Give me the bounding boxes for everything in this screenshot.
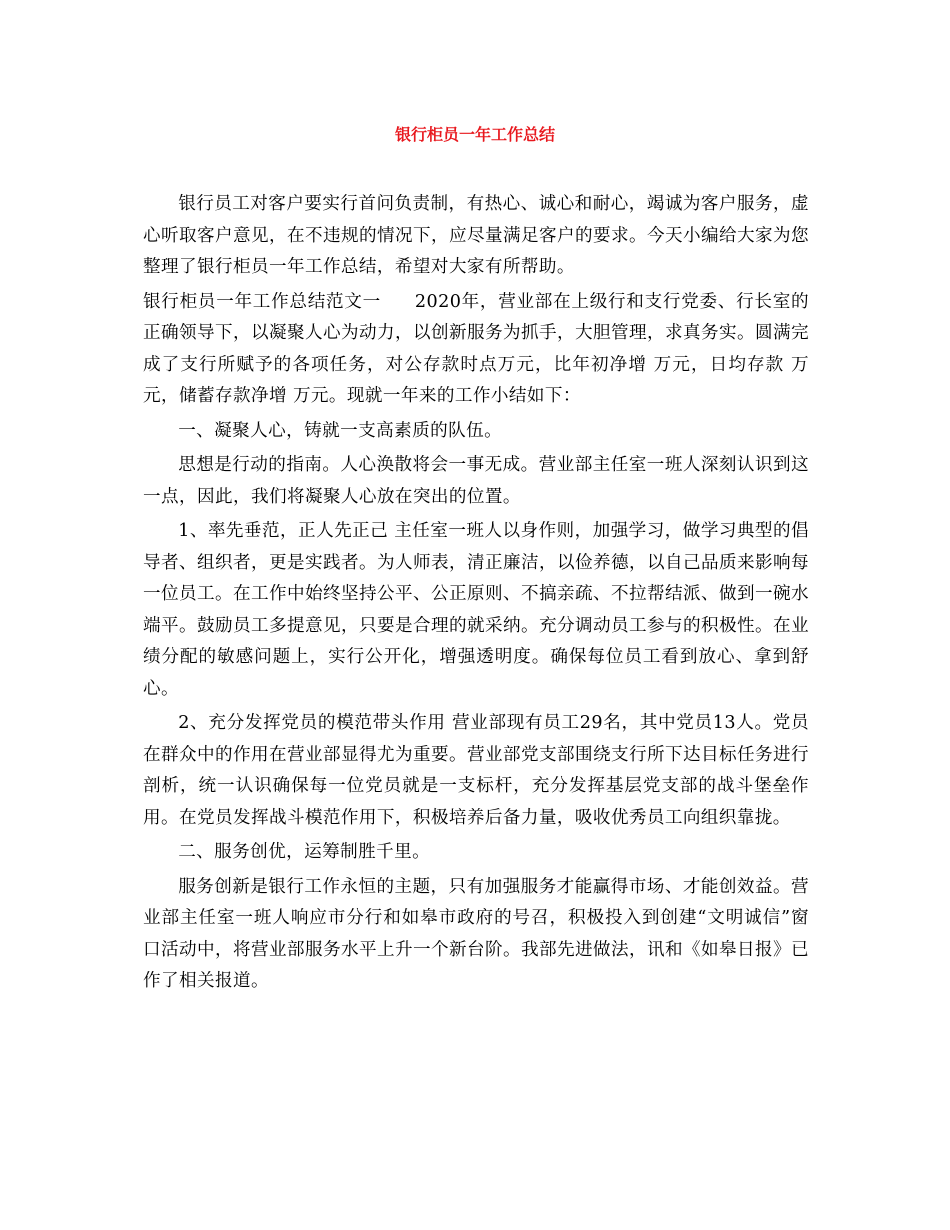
paragraph-item-one: 1、率先垂范，正人先正己 主任室一班人以身作则，加强学习，做学习典型的倡导者、组织者，更是实践者。为人师表，清正廉洁，以俭养德，以自己品质来影响每一位员工。在工作中始终坚持公平、公正原则、不搞亲疏、不拉帮结派、做到一碗水端平。鼓励员工多提意见，只要是合理的就采纳。充分调动员工参与的积极性。在业绩分配的敏感问题上，实行公开化，增强透明度。确保每位员工看到放心、拿到舒心。 bbox=[143, 521, 809, 699]
paragraph-service: 服务创新是银行工作永恒的主题，只有加强服务才能赢得市场、才能创效益。营业部主任室一班人响应市分行和如皋市政府的号召，积极投入到创建“文明诚信”窗口活动中，将营业部服务水平上升一个新台阶。我部先进做法，讯和《如皋日报》已作了相关报道。 bbox=[143, 876, 809, 991]
paragraph-sample-one bbox=[143, 287, 809, 413]
sample-text: 2020年，营业部在上级行和支行党委、行长室的正确领导下，以凝聚人心为动力，以创新服务为抓手，大胆管理，求真务实。圆满完成了支行所赋予的各项任务，对公存款时点万元，比年初净增 万元，日均存款 万元，储蓄存款净增 万元。现就一年来的工作小结如下： bbox=[143, 291, 810, 406]
document-title: 银行柜员一年工作总结 bbox=[394, 125, 555, 144]
document-body bbox=[143, 189, 809, 1001]
paragraph-item-two: 2、充分发挥党员的模范带头作用 营业部现有员工29名，其中党员13人。党员在群众中的作用在营业部显得尤为重要。营业部党支部围绕支行所下达目标任务进行剖析，统一认识确保每一位党员就是一支标杆，充分发挥基层党支部的战斗堡垒作用。在党员发挥战斗模范作用下，积极培养后备力量，吸收优秀员工向组织靠拢。 bbox=[143, 713, 809, 828]
section-heading-one: 一、凝聚人心，铸就一支高素质的队伍。 bbox=[178, 420, 503, 441]
section-heading-two: 二、服务创优，运筹制胜千里。 bbox=[178, 842, 431, 862]
paragraph-intro: 银行员工对客户要实行首问负责制，有热心、诚心和耐心，竭诚为客户服务，虚心听取客户意见，在不违规的情况下，应尽量满足客户的要求。今天小编给大家为您整理了银行柜员一年工作总结，希望对大家有所帮助。 bbox=[143, 194, 809, 277]
paragraph-thought: 思想是行动的指南。人心涣散将会一事无成。营业部主任室一班人深刻认识到这一点，因此，我们将凝聚人心放在突出的位置。 bbox=[143, 455, 809, 507]
sample-heading: 银行柜员一年工作总结范文一 bbox=[143, 291, 381, 312]
